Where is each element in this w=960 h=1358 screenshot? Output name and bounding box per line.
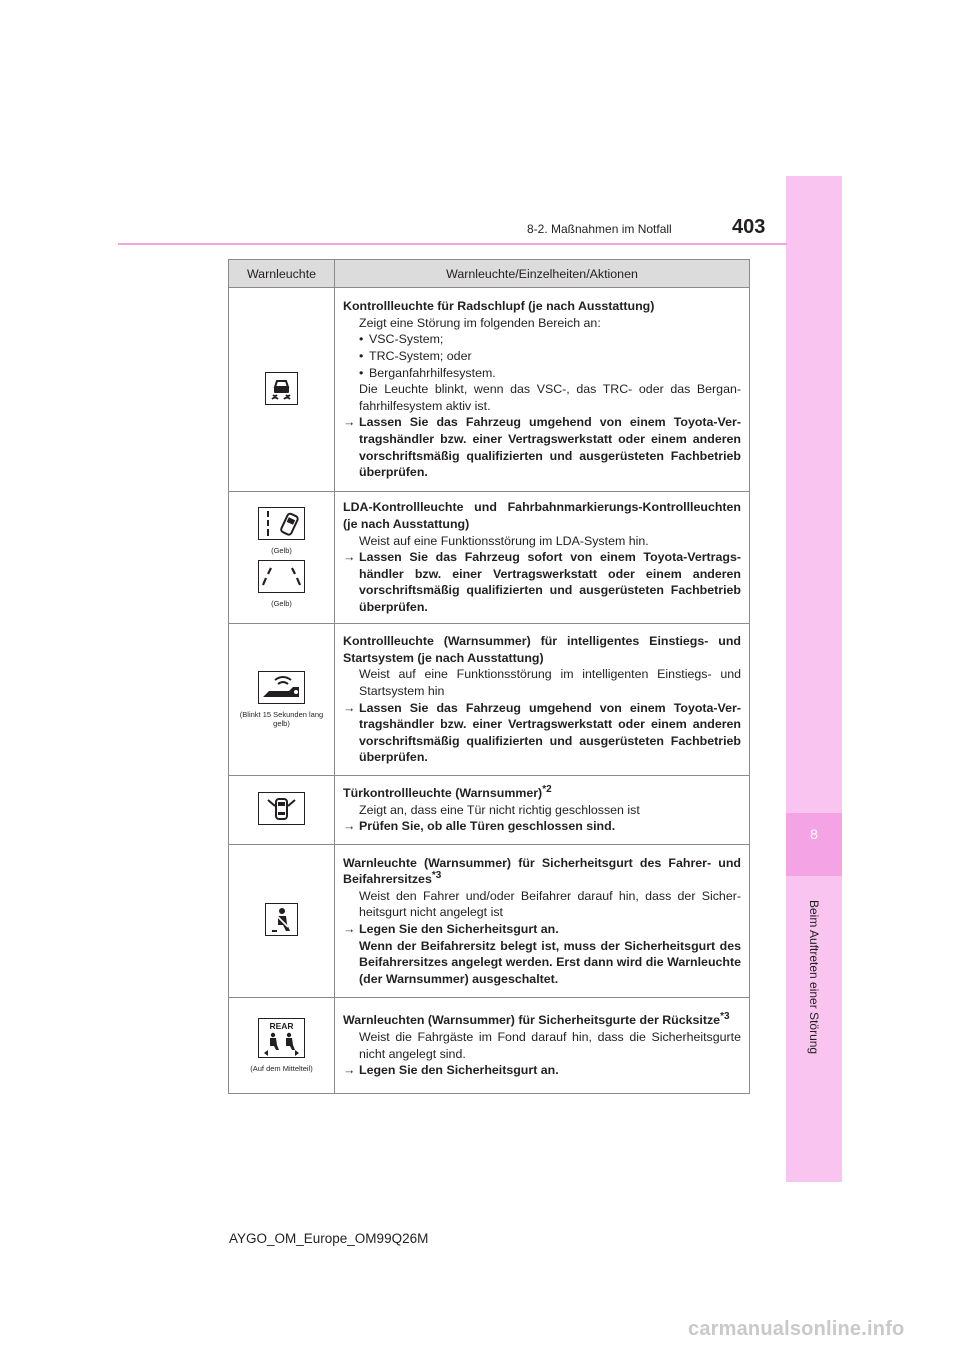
table-row	[229, 624, 750, 776]
table-header-row	[229, 260, 750, 288]
row-description: Weist den Fahrer und/oder Beifahrer darauf hin, dass der Sicherheitsgurt nicht angelegt ist	[359, 888, 741, 920]
details-cell	[335, 998, 750, 1094]
icon-caption: (Blinkt 15 Sekunden lang gelb)	[239, 710, 324, 728]
row-title: Kontrollleuchte (Warnsummer) für intelligentes Einstiegs- und Startsystem (je nach Ausstattung)	[343, 634, 741, 665]
section-title: 8-2. Maßnahmen im Notfall	[527, 222, 672, 236]
row-action: → Prüfen Sie, ob alle Türen geschlossen sind.	[343, 819, 616, 834]
row-description: Weist auf eine Funktionsstörung im LDA-System hin.	[359, 533, 649, 548]
row-title: LDA-Kontrollleuchte und Fahrbahnmarkierungs-Kontrollleuchten (je nach Ausstattung)	[343, 500, 741, 532]
row-description: Zeigt an, dass eine Tür nicht richtig geschlossen ist	[359, 802, 640, 817]
chapter-number-tab	[786, 813, 842, 876]
details-cell	[335, 624, 750, 776]
page-number: 403	[732, 216, 766, 238]
table-row	[229, 998, 750, 1094]
footnote-mark: *2	[542, 783, 552, 795]
row-description: Weist die Fahrgäste im Fond darauf hin, dass die Sicherheitsgurte nicht angelegt sind.	[359, 1029, 741, 1061]
icon-cell	[229, 845, 335, 998]
row-title: Warnleuchte (Warnsummer) für Sicherheitsgurt des Fahrer- und Beifahrersitzes$^{*3}$	[343, 855, 741, 887]
table-row	[229, 288, 750, 492]
door-open-icon	[258, 792, 305, 825]
footnote-mark: *3	[720, 1011, 730, 1023]
arrow-right-icon: →	[343, 415, 356, 430]
table-row	[229, 492, 750, 624]
row-description: Weist auf eine Funktionsstörung im intelligenten Einstiegs- und Startsystem hin	[359, 667, 741, 698]
icon-caption: (Gelb)	[271, 546, 292, 555]
arrow-right-icon: →	[343, 819, 356, 834]
row-description-2: Die Leuchte blinkt, wenn das VSC-, das TRC- oder das Berganfahrhilfesystem aktiv ist.	[359, 382, 741, 413]
slip-indicator-icon	[265, 372, 298, 405]
arrow-right-icon: →	[343, 922, 356, 936]
icon-cell	[229, 492, 335, 624]
row-action: → Legen Sie den Sicherheitsgurt an.	[343, 922, 559, 936]
details-cell	[335, 845, 750, 998]
list-item: • Berganfahrhilfesystem.	[359, 365, 496, 380]
row-title: Kontrollleuchte für Radschlupf (je nach Ausstattung)	[343, 299, 655, 314]
rear-label: REAR	[269, 1021, 294, 1031]
row-description: Zeigt eine Störung im folgenden Bereich an:	[359, 315, 601, 330]
column-header-details: Warnleuchte/Einzelheiten/Aktionen	[335, 260, 750, 288]
icon-caption: (Auf dem Mittelteil)	[250, 1064, 313, 1073]
icon-cell	[229, 288, 335, 492]
arrow-right-icon: →	[343, 550, 356, 565]
row-action: → Lassen Sie das Fahrzeug umgehend von einem Toyota-Vertragshändler bzw. einer Vertragswerkstatt oder einem anderen vorschriftsmäßig qualifizierten und ausgerüsteten Fachbetrieb überprüfen.	[343, 415, 741, 480]
column-header-light: Warnleuchte	[229, 260, 335, 288]
details-cell	[335, 288, 750, 492]
details-cell	[335, 492, 750, 624]
row-action: → Legen Sie den Sicherheitsgurt an.	[343, 1063, 559, 1078]
row-title: Türkontrollleuchte (Warnsummer)$^{*2}$	[343, 783, 552, 801]
header-rule	[118, 243, 787, 245]
table-row	[229, 845, 750, 998]
icon-cell	[229, 998, 335, 1094]
action-note: Wenn der Beifahrersitz belegt ist, muss der Sicherheitsgurt des Beifahrersitzes angelegt werden. Erst dann wird die Warnleuchte (der Warnsummer) ausgeschaltet.	[359, 938, 741, 986]
rear-seatbelt-icon	[258, 1018, 305, 1058]
footnote-mark: *3	[431, 870, 442, 882]
details-cell	[335, 776, 750, 845]
icon-caption: (Gelb)	[271, 599, 292, 608]
document-id: AYGO_OM_Europe_OM99Q26M	[229, 1231, 429, 1246]
warning-light-table	[228, 259, 750, 1094]
icon-cell	[229, 776, 335, 845]
list-item: • TRC-System; oder	[359, 349, 472, 364]
arrow-right-icon: →	[343, 700, 356, 715]
smart-key-indicator-icon	[258, 671, 305, 704]
icon-cell	[229, 624, 335, 776]
list-item: • VSC-System;	[359, 332, 444, 347]
chapter-title: Beim Auftreten einer Störung	[807, 900, 821, 1055]
chapter-number: 8	[810, 826, 818, 842]
arrow-right-icon: →	[343, 1063, 356, 1078]
row-action: → Lassen Sie das Fahrzeug sofort von einem Toyota-Vertragshändler bzw. einer Vertragswerkstatt oder einem anderen vorschriftsmäßig qualifizierten und ausgerüsteten Fachbetrieb überprüfen.	[343, 550, 741, 614]
lane-marking-icon	[258, 560, 305, 593]
lda-indicator-icon	[258, 507, 305, 540]
row-title: Warnleuchten (Warnsummer) für Sicherheitsgurte der Rücksitze$^{*3}$	[343, 1011, 730, 1028]
watermark: carmanualsonline.info	[688, 1318, 905, 1340]
row-action: → Lassen Sie das Fahrzeug umgehend von einem Toyota-Vertragshändler bzw. einer Vertragswerkstatt oder einem anderen vorschriftsmäßig qualifizierten und ausgerüsteten Fachbetrieb überprüfen.	[343, 700, 741, 765]
table-row	[229, 776, 750, 845]
seatbelt-icon	[265, 903, 298, 936]
